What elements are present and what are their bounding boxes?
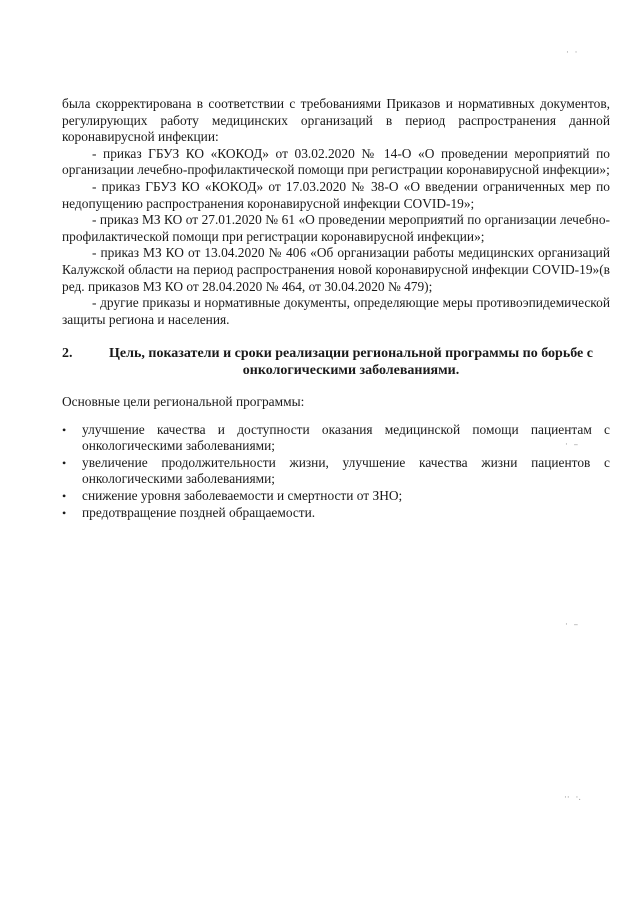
paragraph-order-2: - приказ ГБУЗ КО «КОКОД» от 17.03.2020 № 38-О «О введении ограниченных мер по недопущению распространения коронавирусной инфекции COVID-19»; <box>62 178 610 211</box>
paragraph-order-4: - приказ МЗ КО от 13.04.2020 № 406 «Об организации работы медицинских организаций Калужской области на период распространения новой коронавирусной инфекции COVID-19»(в ред. приказов МЗ КО от 28.04.2020 № 464, от 30.04.2020 № 479); <box>62 245 610 294</box>
paragraph-other-orders: - другие приказы и нормативные документы, определяющие меры противоэпидемической защиты региона и населения. <box>62 295 610 327</box>
bullet-icon: • <box>62 506 67 520</box>
paragraph-intro: была скорректирована в соответствии с требованиями Приказов и нормативных документов, регулирующих работу медицинских организаций в период распространения данной коронавирусной инфекции: <box>62 96 610 145</box>
body-text <box>62 96 610 328</box>
goal-text: снижение уровня заболеваемости и смертности от ЗНО; <box>82 488 403 503</box>
goal-text: увеличение продолжительности жизни, улучшение качества жизни пациентов с онкологическими заболеваниями; <box>82 455 610 486</box>
paragraph-order-1: - приказ ГБУЗ КО «КОКОД» от 03.02.2020 № 14-О «О проведении мероприятий по организации лечебно-профилактической помощи при регистрации коронавирусной инфекции»; <box>62 145 610 178</box>
scan-artifact: · · <box>566 48 578 58</box>
scan-artifact: · – <box>565 620 579 630</box>
goal-text: предотвращение поздней обращаемости. <box>82 505 316 520</box>
list-item <box>62 422 610 454</box>
section-heading <box>62 345 610 379</box>
bullet-icon: • <box>62 456 67 470</box>
section-number: 2. <box>62 346 73 361</box>
bullet-icon: • <box>62 423 67 437</box>
bullet-icon: • <box>62 489 67 503</box>
scan-artifact: ·· ·. <box>564 793 582 803</box>
list-item <box>62 488 610 504</box>
section-title: Цель, показатели и сроки реализации региональной программы по борьбе с онкологическими заболеваниями. <box>109 346 593 378</box>
goal-text: улучшение качества и доступности оказания медицинской помощи пациентам с онкологическими заболеваниями; <box>82 422 610 453</box>
list-item <box>62 455 610 487</box>
paragraph-order-3: - приказ МЗ КО от 27.01.2020 № 61 «О проведении мероприятий по организации лечебно-профилактической помощи при регистрации коронавирусной инфекции»; <box>62 212 610 244</box>
scan-artifact: · – <box>565 440 579 450</box>
goals-list <box>62 422 610 522</box>
list-item <box>62 505 610 521</box>
goals-intro: Основные цели региональной программы: <box>62 394 305 409</box>
